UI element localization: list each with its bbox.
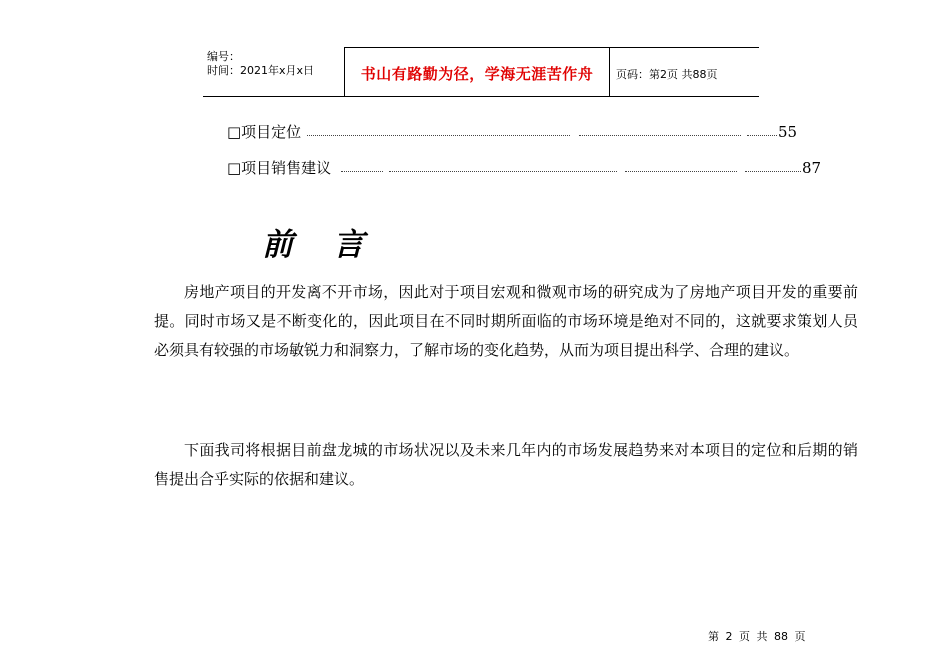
toc-leader-dots <box>579 135 741 136</box>
toc-leader-dots <box>625 171 737 172</box>
toc-leader-dots <box>307 135 570 136</box>
toc-leader-dots <box>747 135 777 136</box>
time-label: 时间：2021年x月x日 <box>207 64 315 77</box>
toc-page-number: 87 <box>802 159 822 177</box>
toc-leader-dots <box>341 171 383 172</box>
preface-title: 前言 <box>262 227 404 263</box>
page-header <box>203 47 759 97</box>
toc-page-number: 55 <box>778 123 798 141</box>
header-page-cell <box>610 47 759 96</box>
header-motto-cell <box>344 47 610 96</box>
header-left-cell <box>203 47 344 96</box>
toc-leader-dots <box>745 171 801 172</box>
motto-text: 书山有路勤为径，学海无涯苦作舟 <box>360 65 594 83</box>
toc-label: □项目销售建议 <box>227 159 332 177</box>
toc-label: □项目定位 <box>227 123 302 141</box>
page-info: 页码：第2页 共88页 <box>616 68 718 81</box>
preface-paragraph: 房地产项目的开发离不开市场，因此对于项目宏观和微观市场的研究成为了房地产项目开发的重要前提。同时市场又是不断变化的，因此项目在不同时期所面临的市场环境是绝对不同的，这就要求策划人员必须具有较强的市场敏锐力和洞察力，了解市场的变化趋势，从而为项目提出科学、合理的建议。 <box>154 283 858 359</box>
toc-leader-dots <box>389 171 617 172</box>
page-footer: 第 2 页 共 88 页 <box>708 630 806 643</box>
preface-paragraph: 下面我司将根据目前盘龙城的市场状况以及未来几年内的市场发展趋势来对本项目的定位和后期的销售提出合乎实际的依据和建议。 <box>154 441 858 488</box>
code-label: 编号： <box>207 50 240 63</box>
